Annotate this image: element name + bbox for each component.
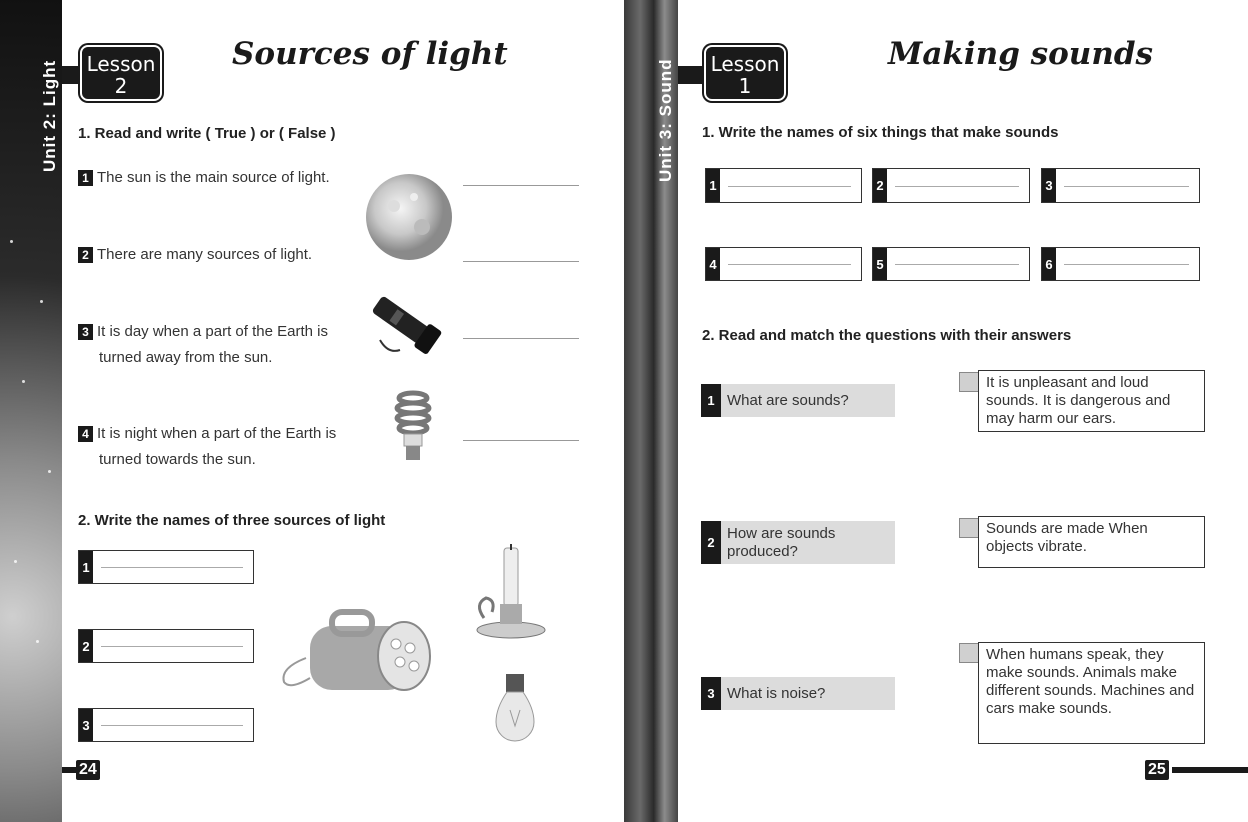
lesson-word: Lesson <box>86 52 156 76</box>
box-number: 2 <box>873 169 887 202</box>
lesson-number: 1 <box>738 74 752 98</box>
write-box-5[interactable] <box>872 247 1030 281</box>
lesson-number: 2 <box>114 74 128 98</box>
statement-2 <box>78 242 312 268</box>
write-box-3[interactable] <box>78 708 254 742</box>
question-1[interactable] <box>701 384 895 417</box>
box-number: 3 <box>1042 169 1056 202</box>
cfl-bulb-image <box>390 388 436 466</box>
sun-image <box>364 172 454 262</box>
match-checkbox[interactable] <box>959 643 979 663</box>
write-box-3[interactable] <box>1041 168 1200 203</box>
lesson-tab-connector <box>678 66 704 84</box>
write-box-1[interactable] <box>705 168 862 203</box>
right-decorative-strip <box>624 0 678 822</box>
answer-line[interactable] <box>463 261 579 262</box>
box-number: 3 <box>79 709 93 741</box>
question-text: What are sounds? <box>727 391 849 409</box>
answer-box-1: It is unpleasant and loud sounds. It is dangerous and may harm our ears. <box>978 370 1205 432</box>
question-2[interactable] <box>701 521 895 564</box>
box-number: 4 <box>706 248 720 280</box>
light-bulb-image <box>490 670 540 750</box>
candle-image <box>470 542 550 644</box>
page-number-bar <box>62 767 78 773</box>
question-text: How are sounds produced? <box>727 524 836 560</box>
statement-number: 3 <box>78 324 93 340</box>
section-heading: 2. Write the names of three sources of light <box>78 512 386 529</box>
match-checkbox[interactable] <box>959 518 979 538</box>
page-number: 25 <box>1145 760 1169 780</box>
question-text: What is noise? <box>727 684 826 702</box>
write-box-4[interactable] <box>705 247 862 281</box>
statement-number: 2 <box>78 247 93 263</box>
box-number: 2 <box>79 630 93 662</box>
question-number: 1 <box>701 384 721 417</box>
answer-box-2: Sounds are made When objects vibrate. <box>978 516 1205 568</box>
box-number: 5 <box>873 248 887 280</box>
write-box-2[interactable] <box>78 629 254 663</box>
section-heading: 1. Write the names of six things that make sounds <box>702 124 1059 141</box>
page-title: Sources of light <box>232 36 508 72</box>
lantern-image <box>276 608 436 708</box>
flashlight-image <box>360 290 452 360</box>
answer-line[interactable] <box>463 338 579 339</box>
answer-line[interactable] <box>463 440 579 441</box>
write-box-6[interactable] <box>1041 247 1200 281</box>
statement-text-cont: turned away from the sun. <box>99 349 273 366</box>
question-number: 2 <box>701 521 721 564</box>
lesson-badge <box>704 45 786 101</box>
lesson-badge <box>80 45 162 101</box>
write-box-1[interactable] <box>78 550 254 584</box>
left-decorative-strip <box>0 0 62 822</box>
statement-text-cont: turned towards the sun. <box>99 451 256 468</box>
lesson-word: Lesson <box>710 52 780 76</box>
section-heading: 1. Read and write ( True ) or ( False ) <box>78 125 336 142</box>
page-number-bar <box>1172 767 1248 773</box>
box-number: 6 <box>1042 248 1056 280</box>
unit-label: Unit 3: Sound <box>656 58 675 182</box>
unit-label: Unit 2: Light <box>40 59 59 172</box>
statement-1 <box>78 165 330 191</box>
statement-number: 1 <box>78 170 93 186</box>
page-number: 24 <box>76 760 100 780</box>
statement-4 <box>78 421 336 473</box>
page-title: Making sounds <box>888 36 1153 72</box>
statement-text: It is day when a part of the Earth is <box>97 323 328 340</box>
statement-3 <box>78 319 328 371</box>
lesson-tab-connector <box>62 66 82 84</box>
section-heading: 2. Read and match the questions with their answers <box>702 327 1072 344</box>
statement-text: There are many sources of light. <box>97 246 313 263</box>
question-number: 3 <box>701 677 721 710</box>
statement-text: The sun is the main source of light. <box>97 169 330 186</box>
answer-box-3: When humans speak, they make sounds. Animals make different sounds. Machines and cars make sounds. <box>978 642 1205 744</box>
box-number: 1 <box>706 169 720 202</box>
box-number: 1 <box>79 551 93 583</box>
match-checkbox[interactable] <box>959 372 979 392</box>
statement-number: 4 <box>78 426 93 442</box>
statement-text: It is night when a part of the Earth is <box>97 425 337 442</box>
write-box-2[interactable] <box>872 168 1030 203</box>
answer-line[interactable] <box>463 185 579 186</box>
question-3[interactable] <box>701 677 895 710</box>
